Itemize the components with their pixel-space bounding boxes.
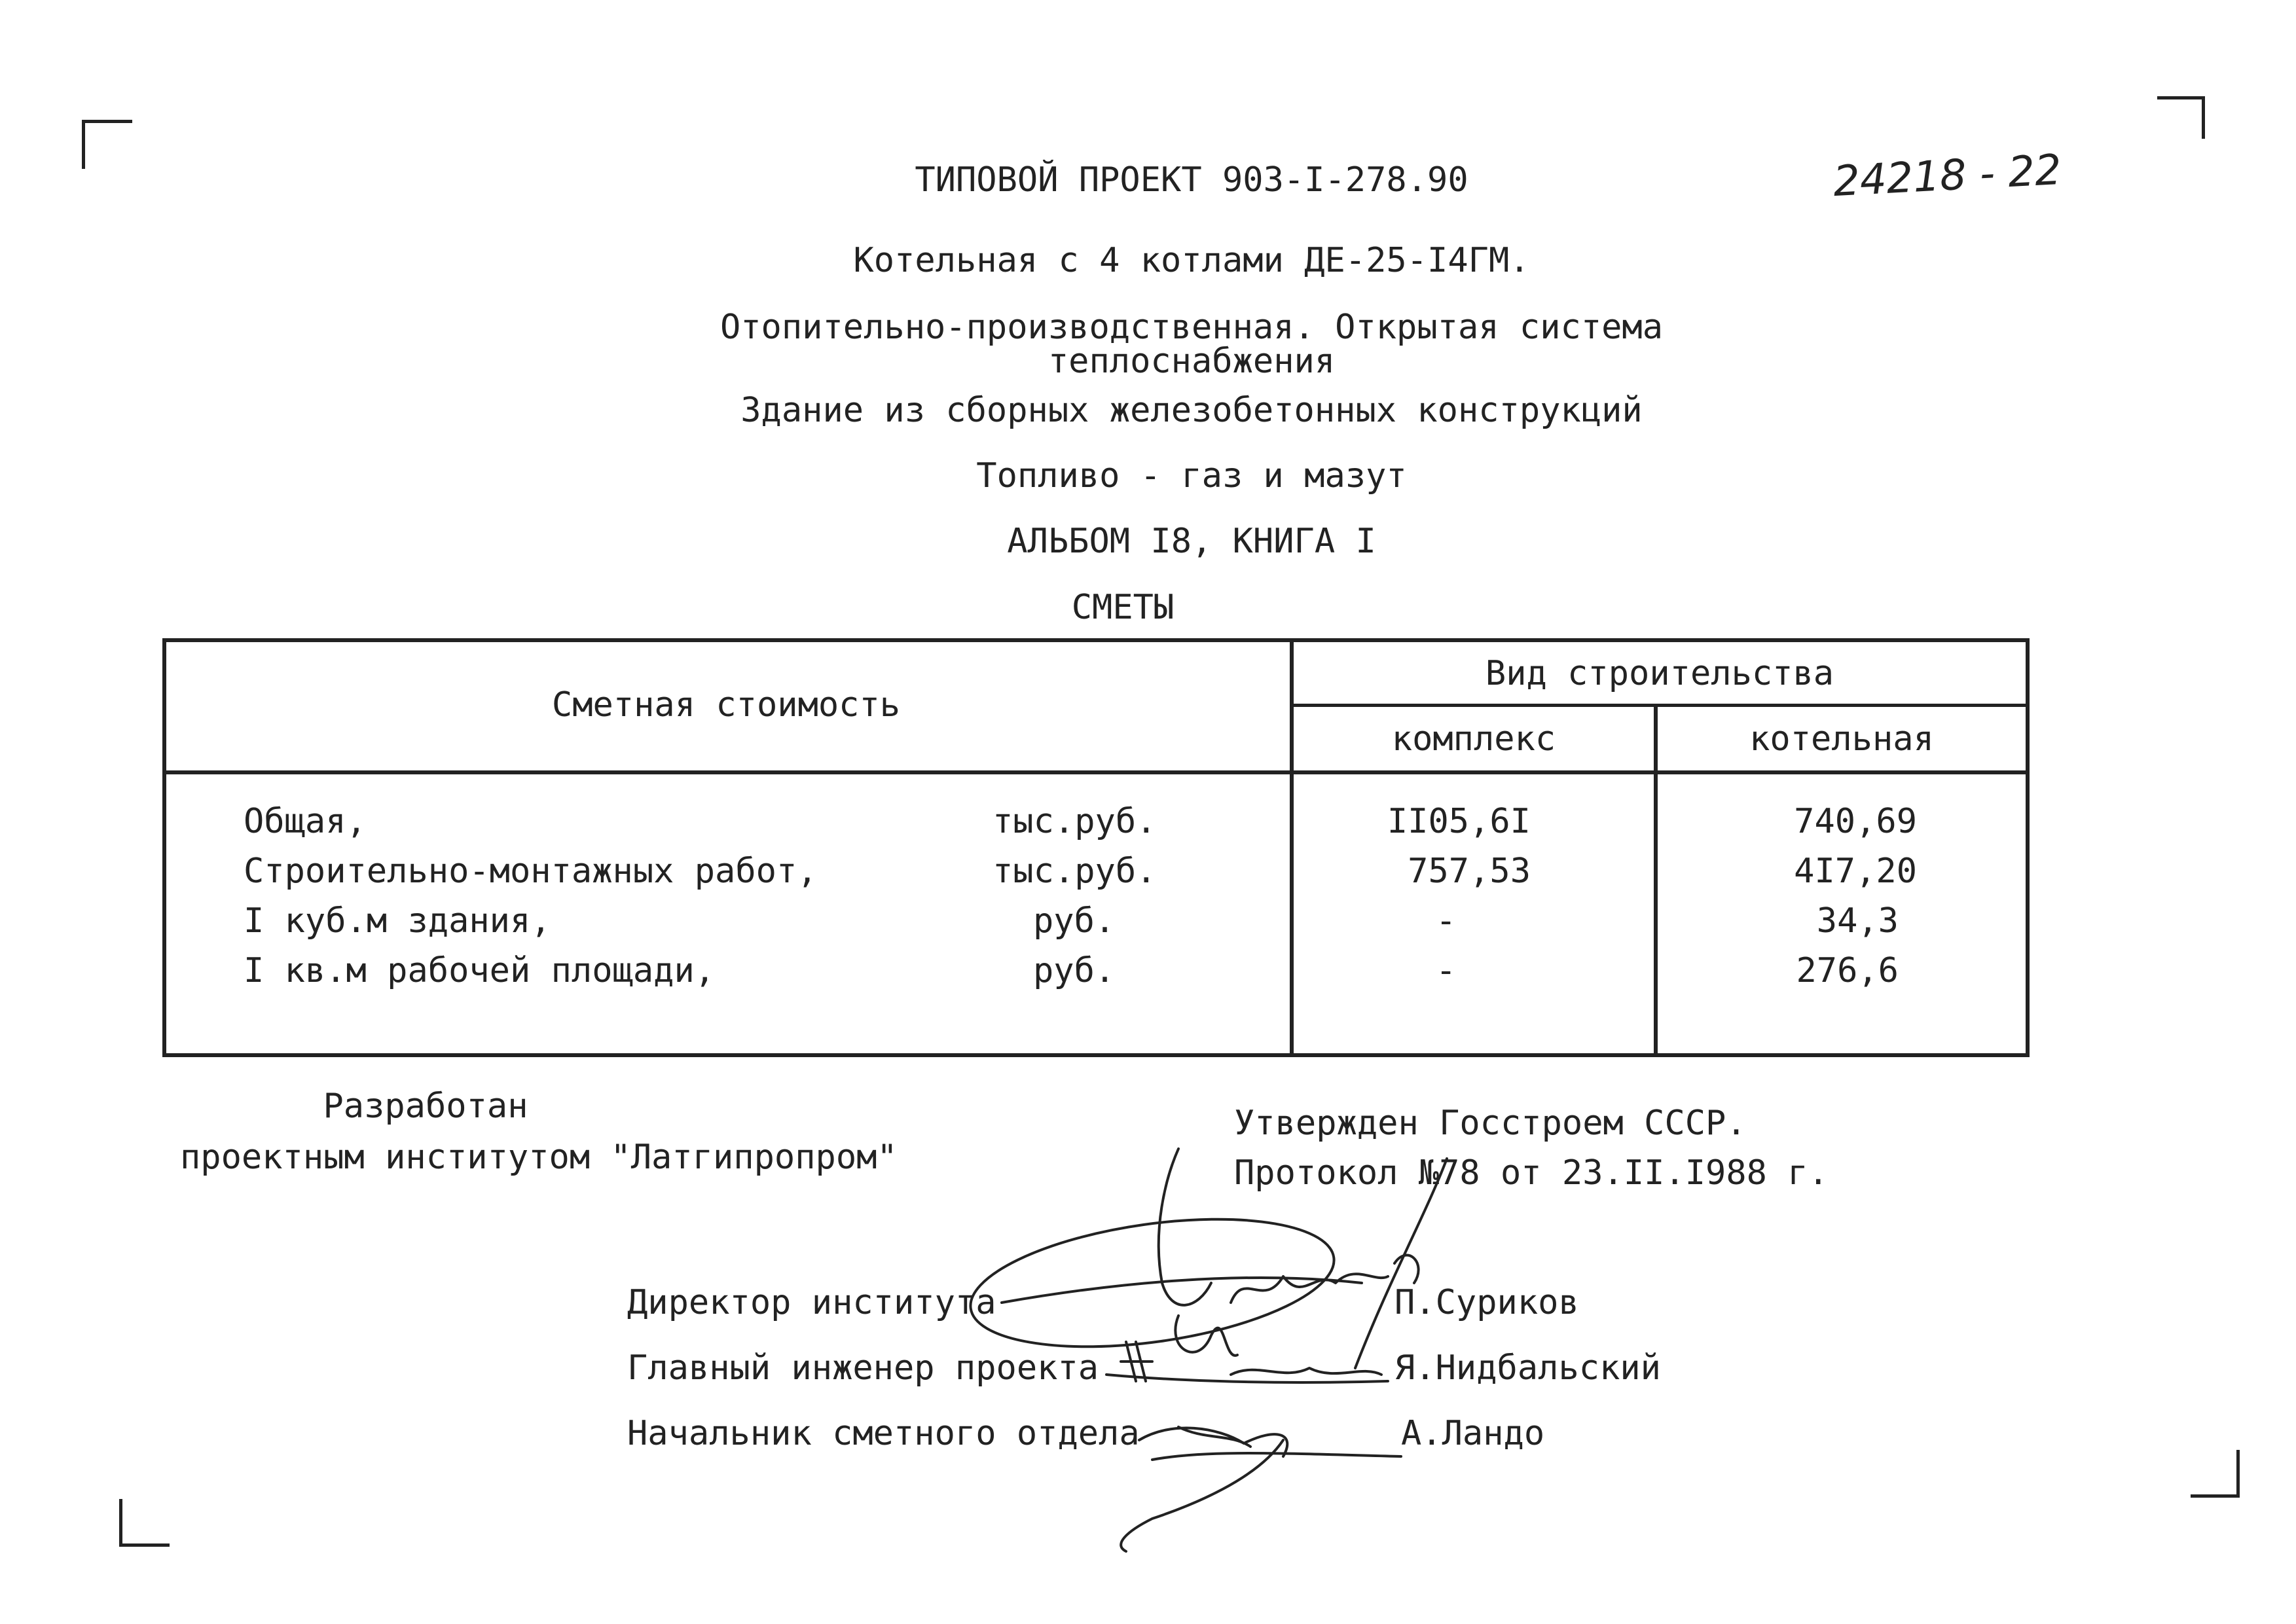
approval-authority: Утвержден Госстроем СССР.	[1234, 1104, 1747, 1143]
row-complex-value: -	[1436, 951, 1457, 990]
row-unit: тыс.руб.	[993, 852, 1157, 891]
project-title: ТИПОВОЙ ПРОЕКТ 903-I-278.90	[915, 160, 1468, 200]
row-boiler-value: 740,69	[1794, 802, 1917, 841]
subtitle-line-2: теплоснабжения	[1048, 342, 1336, 381]
signature-role: Директор института	[627, 1283, 996, 1322]
row-boiler-value: 4I7,20	[1794, 852, 1917, 891]
document-title: Котельная с 4 котлами ДЕ-25-I4ГМ.	[853, 241, 1530, 280]
album-label: АЛЬБОМ I8, КНИГА I	[1007, 522, 1376, 561]
fuel-description: Топливо - газ и мазут	[976, 456, 1407, 496]
subtitle-line-1: Отопительно-производственная. Открытая система	[720, 308, 1664, 347]
row-label: I кв.м рабочей площади,	[244, 951, 716, 990]
row-boiler-value: 276,6	[1796, 951, 1899, 990]
document-number: 24218 - 22	[1832, 145, 2063, 207]
header-construction-type: Вид строительства	[1485, 654, 1834, 693]
header-boiler-house: котельная	[1749, 719, 1934, 759]
row-label: Строительно-монтажных работ,	[244, 852, 818, 891]
row-complex-value: II05,6I	[1387, 802, 1531, 841]
signature-role: Начальник сметного отдела	[627, 1414, 1140, 1453]
header-estimated-cost: Сметная стоимость	[551, 685, 901, 725]
director-signature	[962, 1149, 1447, 1368]
row-complex-value: 757,53	[1408, 852, 1531, 891]
row-boiler-value: 34,3	[1816, 901, 1899, 941]
row-label: I куб.м здания,	[244, 901, 551, 941]
signature-name: Я.Нидбальский	[1394, 1348, 1661, 1388]
row-complex-value: -	[1436, 901, 1457, 941]
row-unit: руб.	[1033, 901, 1116, 941]
signature-name: П.Суриков	[1394, 1283, 1579, 1322]
approval-protocol: Протокол №78 от 23.II.I988 г.	[1234, 1153, 1829, 1193]
developed-by-institute: проектным институтом "Латгипропром"	[180, 1138, 898, 1177]
section-label: СМЕТЫ	[1071, 588, 1175, 627]
row-unit: тыс.руб.	[993, 802, 1157, 841]
building-description: Здание из сборных железобетонных конструкций	[740, 391, 1643, 430]
row-unit: руб.	[1033, 951, 1116, 990]
developed-by-label: Разработан	[323, 1087, 528, 1126]
header-complex: комплекс	[1391, 719, 1556, 759]
row-label: Общая,	[244, 802, 367, 841]
signature-name: А.Ландо	[1401, 1414, 1545, 1453]
chief-engineer-signature	[1106, 1316, 1388, 1382]
signature-role: Главный инженер проекта	[627, 1348, 1099, 1388]
estimate-head-signature	[1121, 1427, 1401, 1551]
